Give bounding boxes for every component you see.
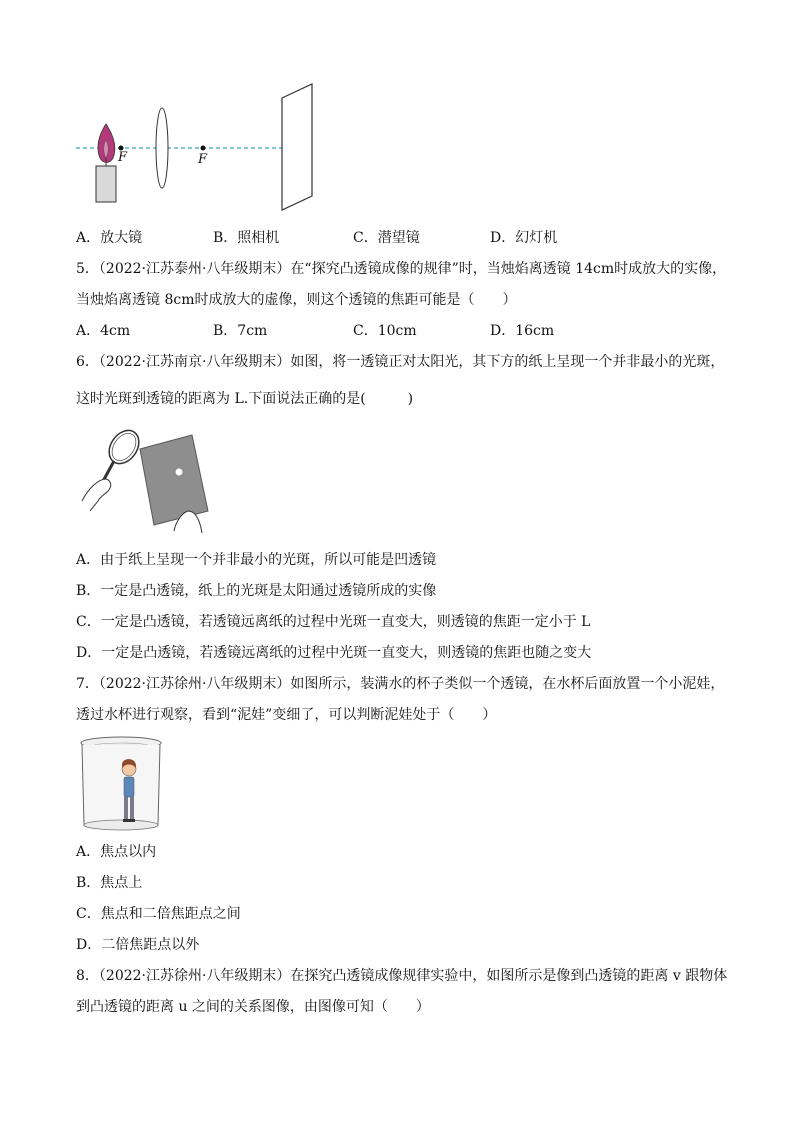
q7-option-d: D．二倍焦距点以外 xyxy=(76,937,200,953)
doll-leg-left xyxy=(124,797,128,819)
light-screen xyxy=(282,84,312,210)
q5-stem-line1: 5．（2022·江苏泰州·八年级期末）在“探究凸透镜成像的规律”时，当烛焰离透镜 14cm时成放大的实像， xyxy=(76,261,727,277)
q7-option-b: B．焦点上 xyxy=(76,875,143,891)
candle-body xyxy=(96,166,116,202)
q5-stem-line2: 当烛焰离透镜 8cm时成放大的虚像，则这个透镜的焦距可能是（ ） xyxy=(76,292,517,308)
light-spot xyxy=(176,469,183,476)
q7-stem-line2: 透过水杯进行观察，看到“泥娃”变细了，可以判断泥娃处于（ ） xyxy=(76,707,497,723)
q4-option-a: A．放大镜 xyxy=(76,230,143,246)
focal-label-left: F xyxy=(118,150,128,165)
focal-label-right: F xyxy=(198,152,208,167)
doll-leg-right xyxy=(130,797,134,819)
q4-option-b: B．照相机 xyxy=(213,230,280,246)
q6-stem-line1: 6．（2022·江苏南京·八年级期末）如图，将一透镜正对太阳光，其下方的纸上呈现一个并非最小的光斑， xyxy=(76,354,725,370)
q4-option-d: D．幻灯机 xyxy=(490,230,558,246)
q5-option-d: D．16cm xyxy=(490,323,555,339)
paper-sheet xyxy=(140,435,208,525)
convex-lens xyxy=(156,108,168,188)
q7-stem-line1: 7．（2022·江苏徐州·八年级期末）如图所示，装满水的杯子类似一个透镜，在水杯后面放置一个小泥娃， xyxy=(76,676,725,692)
q5-option-c: C．10cm xyxy=(353,323,417,339)
magnifier-paper-figure xyxy=(76,425,216,537)
focal-point-right xyxy=(201,146,206,151)
q6-option-d: D．一定是凸透镜，若透镜远离纸的过程中光斑一直变大，则透镜的焦距也随之变大 xyxy=(76,645,592,661)
q6-stem-line2: 这时光斑到透镜的距离为 L.下面说法正确的是( ) xyxy=(76,391,414,407)
doll-body xyxy=(124,777,134,797)
magnifier-lens xyxy=(103,425,145,469)
lens-candle-screen-figure xyxy=(70,80,320,215)
q8-stem-line2: 到凸透镜的距离 u 之间的关系图像，由图像可知（ ） xyxy=(76,999,430,1015)
left-hand xyxy=(82,479,111,511)
q5-option-a: A．4cm xyxy=(76,323,131,339)
q6-option-c: C．一定是凸透镜，若透镜远离纸的过程中光斑一直变大，则透镜的焦距一定小于 L xyxy=(76,614,591,630)
q4-option-c: C．潜望镜 xyxy=(353,230,420,246)
q5-option-b: B．7cm xyxy=(213,323,268,339)
magnifier-sunlight-diagram xyxy=(76,425,216,537)
optics-bench-diagram xyxy=(70,80,320,215)
q6-option-a: A．由于纸上呈现一个并非最小的光斑，所以可能是凹透镜 xyxy=(76,552,437,568)
q6-option-b: B．一定是凸透镜，纸上的光斑是太阳通过透镜所成的实像 xyxy=(76,583,437,599)
water-cup-figure xyxy=(74,733,168,835)
q7-option-c: C．焦点和二倍焦距点之间 xyxy=(76,906,241,922)
q8-stem-line1: 8．（2022·江苏徐州·八年级期末）在探究凸透镜成像规律实验中，如图所示是像到凸透镜的距离 v 跟物体 xyxy=(76,968,728,984)
water-cup-doll-diagram xyxy=(74,733,168,835)
cup-body xyxy=(82,745,160,830)
q7-option-a: A．焦点以内 xyxy=(76,844,157,860)
